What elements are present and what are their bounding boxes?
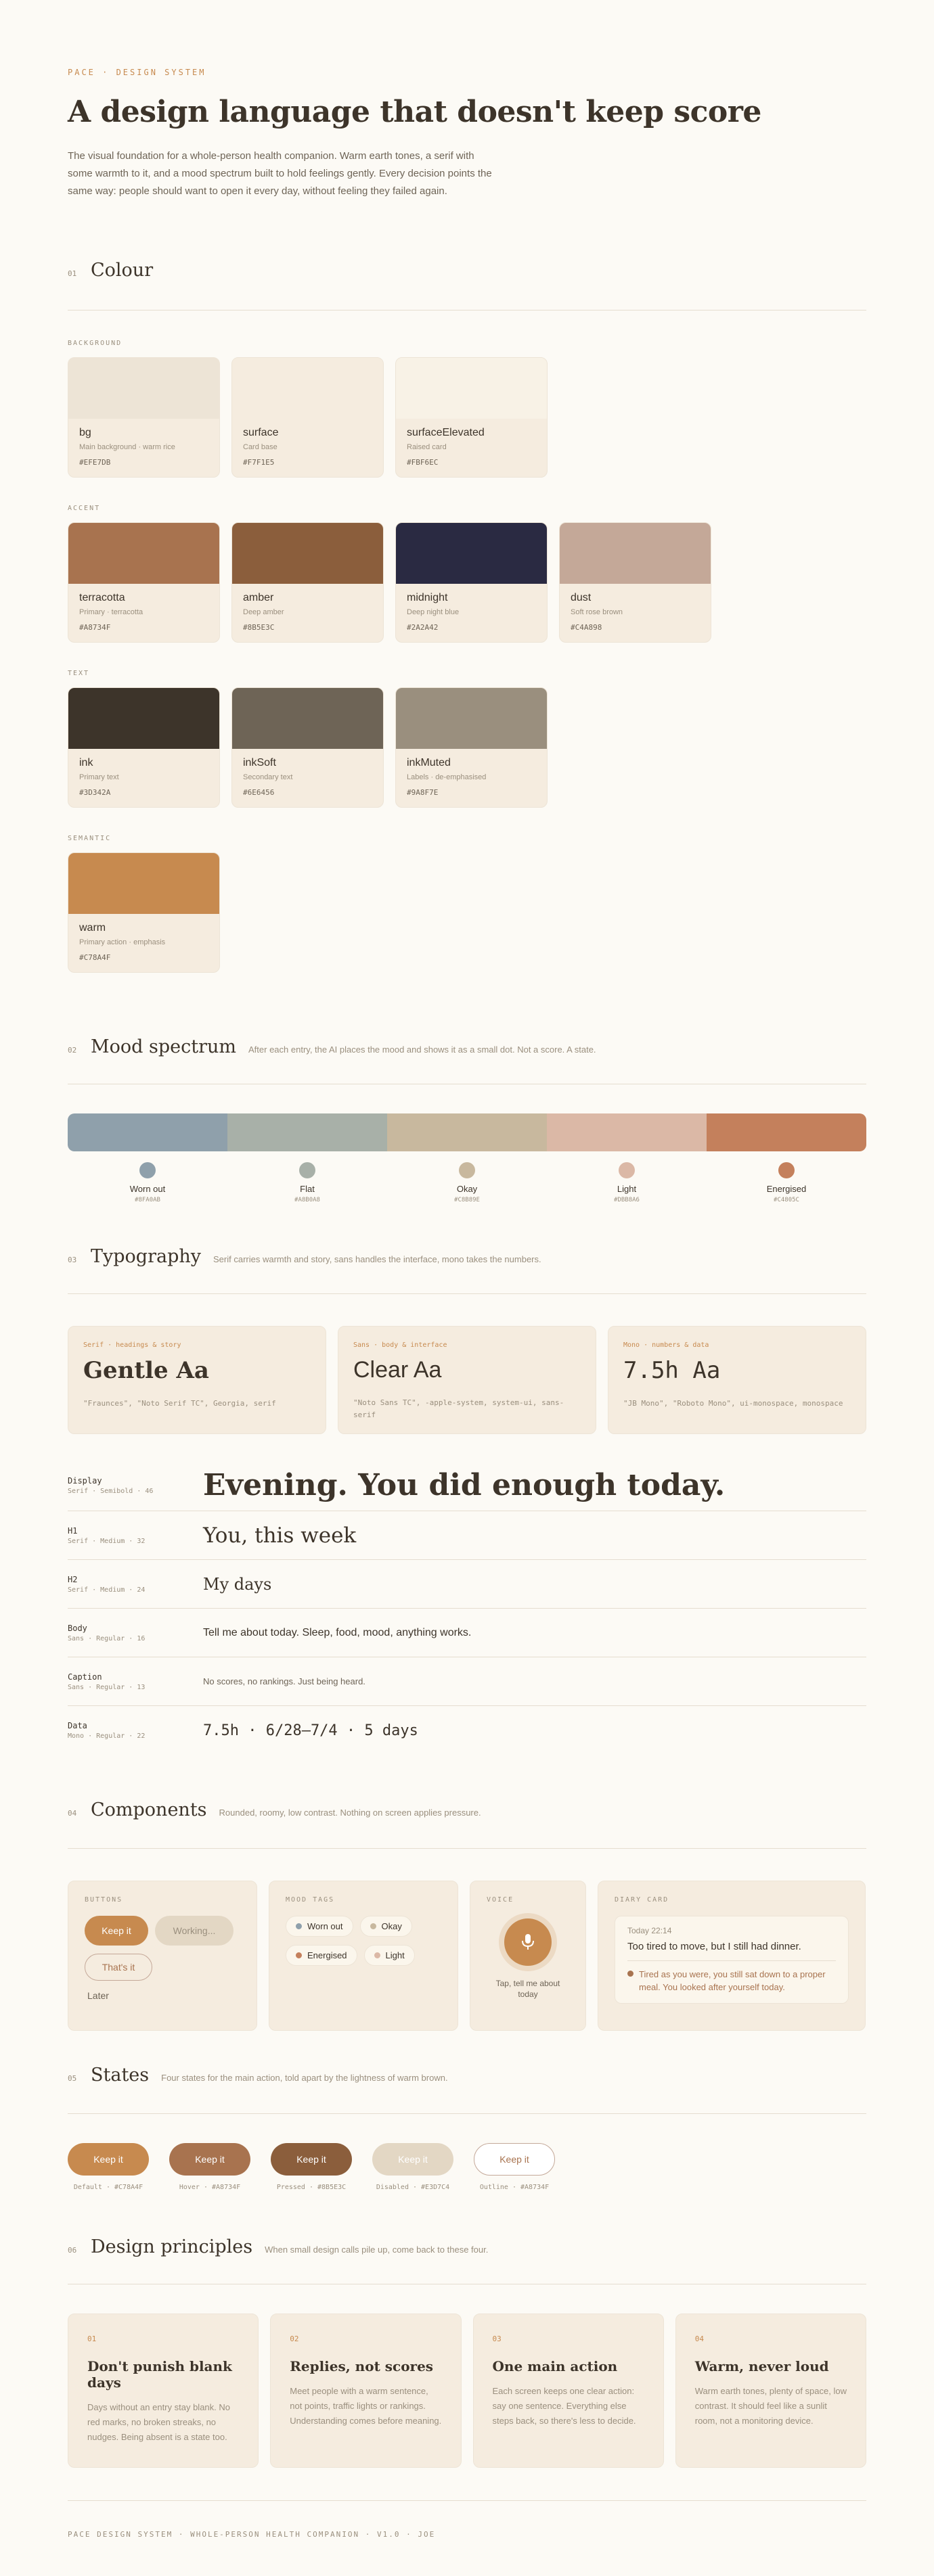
type-row-h2	[68, 1560, 866, 1609]
type-spec: Sans · Regular · 16	[68, 1634, 146, 1642]
mood-hex: #A8B0A8	[294, 1197, 320, 1203]
swatch-row-text	[68, 687, 548, 808]
diary-reply: Tired as you were, you still sat down to a proper meal. You looked after yourself today.	[639, 1969, 826, 1992]
principle-body: Days without an entry stay blank. No red marks, no broken streaks, no nudges. Being absent is a state too.	[87, 2402, 230, 2442]
swatch-color	[232, 523, 383, 584]
footer: PACE DESIGN SYSTEM · WHOLE-PERSON HEALTH COMPANION · V1.0 · JOE	[68, 2530, 436, 2539]
swatch-color	[396, 358, 547, 419]
mood-item	[387, 1162, 547, 1203]
tag-dot	[370, 1923, 376, 1929]
section-number: 03	[68, 1256, 77, 1264]
diary-entry[interactable]	[615, 1916, 849, 2004]
mood-dot	[619, 1162, 635, 1178]
principles-grid	[68, 2314, 866, 2468]
swatch-color	[68, 358, 219, 419]
swatch-name: inkMuted	[407, 757, 451, 768]
section-description: Four states for the main action, told apart by the lightness of warm brown.	[161, 2073, 448, 2083]
spectrum-segment-light	[547, 1113, 707, 1151]
type-sample: 7.5h · 6/28–7/4 · 5 days	[203, 1722, 418, 1739]
swatch-row-semantic	[68, 852, 220, 973]
section-description: Rounded, roomy, low contrast. Nothing on screen applies pressure.	[219, 1808, 481, 1818]
mood-name: Energised	[766, 1184, 807, 1194]
section-header-colour	[68, 260, 866, 281]
swatch-color	[68, 688, 219, 749]
swatch-role: Primary action · emphasis	[79, 938, 166, 946]
swatch-ink-muted	[395, 687, 548, 808]
diary-time: Today 22:14	[627, 1926, 672, 1935]
swatch-name: warm	[79, 922, 106, 934]
swatch-name: terracotta	[79, 592, 125, 603]
font-card-sample: 7.5h Aa	[623, 1357, 721, 1384]
swatch-color	[232, 358, 383, 419]
tag-dot	[296, 1952, 302, 1958]
divider	[68, 2113, 866, 2114]
swatch-name: surface	[243, 427, 279, 438]
principle-number: 04	[694, 2334, 704, 2343]
swatch-hex: #C78A4F	[79, 953, 111, 962]
font-card-stack: "JB Mono", "Roboto Mono", ui-monospace, monospace	[623, 1399, 843, 1408]
principle-body: Meet people with a warm sentence, not points, traffic lights or rankings. Understanding comes before meaning.	[290, 2386, 442, 2426]
section-number: 02	[68, 1046, 77, 1055]
later-link[interactable]: Later	[87, 1990, 109, 2001]
diary-text: Too tired to move, but I still had dinner.	[627, 1941, 836, 1961]
type-sample: No scores, no rankings. Just being heard.	[203, 1676, 365, 1686]
swatch-ink-soft	[231, 687, 384, 808]
keep-it-button-pressed[interactable]: Keep it	[271, 2143, 352, 2176]
principle-title: Replies, not scores	[290, 2358, 434, 2374]
principle-title: Don't punish blank days	[87, 2358, 232, 2391]
state-hover	[169, 2143, 250, 2191]
type-name: Display	[68, 1475, 102, 1486]
button-states	[68, 2143, 555, 2191]
section-header-principles	[68, 2236, 866, 2257]
mood-dot	[778, 1162, 795, 1178]
swatch-role: Labels · de-emphasised	[407, 773, 487, 781]
type-row-h1	[68, 1511, 866, 1560]
swatch-role: Raised card	[407, 443, 447, 451]
section-number: 04	[68, 1809, 77, 1818]
mood-item	[227, 1162, 387, 1203]
swatch-ink	[68, 687, 220, 808]
mood-dot	[299, 1162, 315, 1178]
swatch-bg	[68, 357, 220, 478]
swatch-role: Deep night blue	[407, 608, 460, 616]
section-description: After each entry, the AI places the mood and shows it as a small dot. Not a score. A state.	[248, 1044, 596, 1055]
microphone-icon	[520, 1933, 535, 1951]
type-sample: Tell me about today. Sleep, food, mood, anything works.	[203, 1626, 472, 1638]
group-label-semantic: SEMANTIC	[68, 835, 112, 842]
swatch-amber	[231, 522, 384, 643]
section-number: 01	[68, 269, 77, 278]
mood-item	[68, 1162, 227, 1203]
swatch-color	[396, 523, 547, 584]
type-spec: Serif · Semibold · 46	[68, 1487, 154, 1495]
font-card-serif	[68, 1326, 326, 1434]
mood-dot	[627, 1971, 633, 1977]
component-cards	[68, 1881, 866, 2031]
font-card-sample: Gentle Aa	[83, 1357, 209, 1384]
group-label-background: BACKGROUND	[68, 340, 123, 347]
section-title: Colour	[91, 260, 154, 281]
tag-label: Light	[385, 1950, 405, 1960]
group-label-text: TEXT	[68, 670, 90, 677]
mood-tags-card	[269, 1881, 458, 2031]
type-row-body	[68, 1609, 866, 1657]
section-title: Design principles	[91, 2236, 253, 2257]
state-label: Disabled · #E3D7C4	[376, 2184, 450, 2191]
type-name: Body	[68, 1623, 87, 1633]
keep-it-button[interactable]: Keep it	[85, 1916, 148, 1946]
swatch-hex: #2A2A42	[407, 623, 439, 632]
swatch-midnight	[395, 522, 548, 643]
swatch-hex: #8B5E3C	[243, 623, 275, 632]
swatch-color	[560, 523, 711, 584]
state-label: Outline · #A8734F	[479, 2184, 550, 2191]
state-label: Pressed · #8B5E3C	[276, 2184, 347, 2191]
state-label: Default · #C78A4F	[73, 2184, 143, 2191]
state-label: Hover · #A8734F	[179, 2184, 241, 2191]
swatch-color	[68, 523, 219, 584]
keep-it-button-disabled[interactable]: Keep it	[372, 2143, 453, 2176]
microphone-button[interactable]	[504, 1918, 552, 1966]
swatch-hex: #EFE7DB	[79, 458, 111, 467]
principle-number: 02	[290, 2334, 299, 2343]
thats-it-button[interactable]: That's it	[85, 1954, 152, 1981]
type-name: H1	[68, 1525, 78, 1536]
mood-name: Worn out	[129, 1184, 166, 1194]
font-card-label: Serif · headings & story	[83, 1341, 181, 1349]
principle-title: One main action	[492, 2358, 618, 2374]
swatch-color	[68, 853, 219, 914]
swatch-role: Primary · terracotta	[79, 608, 143, 616]
footer-divider	[68, 2500, 866, 2501]
swatch-hex: #A8734F	[79, 623, 111, 632]
swatch-hex: #3D342A	[79, 788, 111, 797]
diary-card	[598, 1881, 866, 2031]
swatch-name: ink	[79, 757, 93, 768]
tag-label: Okay	[381, 1921, 402, 1931]
section-description: Serif carries warmth and story, sans handles the interface, mono takes the numbers.	[213, 1254, 541, 1264]
swatch-name: midnight	[407, 592, 448, 603]
type-row-caption	[68, 1657, 866, 1706]
section-header-states	[68, 2065, 866, 2086]
principle-card	[68, 2314, 259, 2468]
mood-spectrum-bar	[68, 1113, 866, 1151]
section-number: 05	[68, 2074, 77, 2083]
spectrum-segment-energised	[707, 1113, 866, 1151]
swatch-row-background	[68, 357, 548, 478]
swatch-role: Soft rose brown	[571, 608, 623, 616]
mood-tag-okay[interactable]	[360, 1916, 412, 1937]
swatch-color	[396, 688, 547, 749]
type-spec: Serif · Medium · 24	[68, 1586, 146, 1594]
eyebrow: PACE · DESIGN SYSTEM	[68, 68, 206, 77]
swatch-surface-elevated	[395, 357, 548, 478]
swatch-hex: #FBF6EC	[407, 458, 439, 467]
tag-dot	[296, 1923, 302, 1929]
principle-card	[473, 2314, 664, 2468]
type-sample: Evening. You did enough today.	[203, 1468, 726, 1502]
swatch-name: bg	[79, 427, 91, 438]
swatch-warm	[68, 852, 220, 973]
voice-card	[470, 1881, 586, 2031]
section-title: Mood spectrum	[91, 1036, 237, 1057]
swatch-role: Main background · warm rice	[79, 443, 175, 451]
swatch-row-accent	[68, 522, 711, 643]
mood-dot	[139, 1162, 156, 1178]
mood-hex: #C4805C	[774, 1197, 799, 1203]
principle-body: Warm earth tones, plenty of space, low contrast. It should feel like a sunlit room, not a monitoring device.	[694, 2386, 847, 2426]
principle-number: 03	[492, 2334, 502, 2343]
swatch-color	[232, 688, 383, 749]
section-header-typography	[68, 1246, 866, 1267]
swatch-hex: #F7F1E5	[243, 458, 275, 467]
section-header-components	[68, 1799, 866, 1820]
page-title: A design language that doesn't keep score	[68, 95, 761, 129]
swatch-name: dust	[571, 592, 592, 603]
mood-hex: #C8B89E	[454, 1197, 480, 1203]
mood-item	[547, 1162, 707, 1203]
section-title: States	[91, 2065, 150, 2086]
tag-dot	[374, 1952, 380, 1958]
swatch-surface	[231, 357, 384, 478]
spectrum-segment-flat	[227, 1113, 387, 1151]
mood-item	[707, 1162, 866, 1203]
swatch-role: Secondary text	[243, 773, 293, 781]
principle-body: Each screen keeps one clear action: say one sentence. Everything else steps back, so there's less to decide.	[492, 2386, 636, 2426]
swatch-role: Primary text	[79, 773, 119, 781]
swatch-hex: #6E6456	[243, 788, 275, 797]
working-button[interactable]: Working...	[155, 1916, 234, 1946]
type-scale	[68, 1460, 866, 1755]
section-description: When small design calls pile up, come back to these four.	[265, 2245, 489, 2255]
divider	[68, 1848, 866, 1849]
mood-legend	[68, 1162, 866, 1203]
swatch-role: Card base	[243, 443, 277, 451]
type-spec: Mono · Regular · 22	[68, 1732, 146, 1740]
font-card-stack: "Fraunces", "Noto Serif TC", Georgia, serif	[83, 1399, 276, 1408]
mood-name: Flat	[300, 1184, 315, 1194]
type-name: H2	[68, 1574, 78, 1584]
section-title: Components	[91, 1799, 207, 1820]
type-name: Caption	[68, 1672, 102, 1682]
voice-caption: Tap, tell me about today	[495, 1979, 560, 1999]
card-label: VOICE	[487, 1896, 514, 1904]
state-pressed	[271, 2143, 352, 2191]
section-title: Typography	[91, 1246, 202, 1267]
principle-card	[270, 2314, 461, 2468]
swatch-name: inkSoft	[243, 757, 276, 768]
keep-it-button-outline[interactable]: Keep it	[474, 2143, 555, 2176]
spectrum-segment-worn-out	[68, 1113, 227, 1151]
keep-it-button-hover[interactable]: Keep it	[169, 2143, 250, 2176]
mood-name: Light	[617, 1184, 637, 1194]
swatch-dust	[559, 522, 711, 643]
mood-name: Okay	[456, 1184, 478, 1194]
font-card-sans	[338, 1326, 596, 1434]
font-card-label: Mono · numbers & data	[623, 1341, 709, 1349]
spectrum-segment-okay	[387, 1113, 547, 1151]
type-spec: Sans · Regular · 13	[68, 1683, 146, 1691]
type-row-display	[68, 1460, 866, 1511]
mood-tag-worn-out[interactable]	[286, 1916, 353, 1937]
type-row-data	[68, 1706, 866, 1755]
type-spec: Serif · Medium · 32	[68, 1537, 146, 1545]
group-label-accent: ACCENT	[68, 505, 101, 512]
mood-dot	[459, 1162, 475, 1178]
buttons-card	[68, 1881, 257, 2031]
section-number: 06	[68, 2246, 77, 2255]
swatch-name: surfaceElevated	[407, 427, 485, 438]
mood-hex: #8FA0AB	[135, 1197, 160, 1203]
mood-hex: #DBB8A6	[614, 1197, 640, 1203]
card-label: MOOD TAGS	[286, 1896, 335, 1904]
swatch-hex: #C4A898	[571, 623, 602, 632]
keep-it-button-default[interactable]: Keep it	[68, 2143, 149, 2176]
font-card-mono	[608, 1326, 866, 1434]
divider	[68, 1293, 866, 1294]
card-label: BUTTONS	[85, 1896, 123, 1904]
section-header-mood	[68, 1036, 866, 1057]
type-sample: My days	[203, 1574, 272, 1594]
principle-title: Warm, never loud	[694, 2358, 829, 2374]
card-label: DIARY CARD	[615, 1896, 669, 1904]
tag-label: Energised	[307, 1950, 347, 1960]
state-outline	[474, 2143, 555, 2191]
state-default	[68, 2143, 149, 2191]
intro-text: The visual foundation for a whole-person health companion. Warm earth tones, a serif with some warmth to it, and a mood spectrum built to hold feelings gently. Every decision points the same way: people should want to open it every day, without feeling they failed again.	[68, 150, 492, 197]
swatch-terracotta	[68, 522, 220, 643]
tag-label: Worn out	[307, 1921, 343, 1931]
type-sample: You, this week	[203, 1523, 357, 1548]
principle-card	[675, 2314, 866, 2468]
state-disabled	[372, 2143, 453, 2191]
principle-number: 01	[87, 2334, 97, 2343]
mood-tag-energised[interactable]	[286, 1945, 357, 1966]
font-card-label: Sans · body & interface	[353, 1341, 447, 1349]
swatch-role: Deep amber	[243, 608, 284, 616]
font-card-stack: "Noto Sans TC", -apple-system, system-ui, sans-serif	[353, 1398, 564, 1419]
swatch-name: amber	[243, 592, 274, 603]
swatch-hex: #9A8F7E	[407, 788, 439, 797]
type-name: Data	[68, 1721, 87, 1730]
font-cards	[68, 1326, 866, 1434]
mood-tag-light[interactable]	[364, 1945, 415, 1966]
font-card-sample: Clear Aa	[353, 1357, 442, 1383]
